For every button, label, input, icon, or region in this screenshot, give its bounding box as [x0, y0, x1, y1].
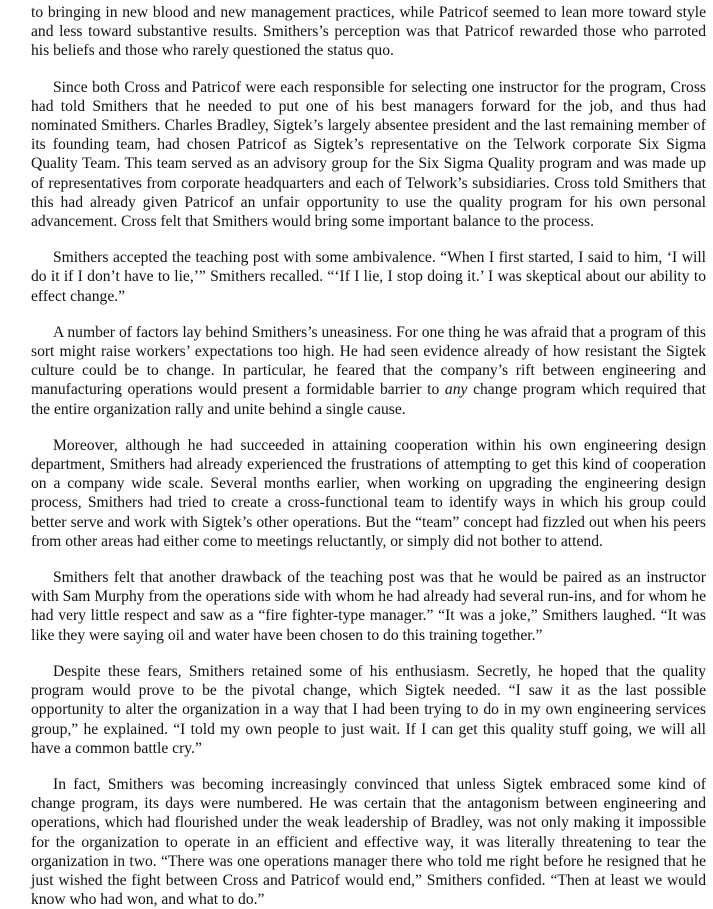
paragraph-enthusiasm: Despite these fears, Smithers retained some of his enthusiasm. Secretly, he hoped that the quality program would prove to be the pivotal change, which Sigtek needed. “I saw it as the last possible opportunity to alter the organization in a way that I had been trying to do in my own engineering services group,” he explained. “I told my own people to just wait. If I can get this quality stuff going, we will all have a common battle cry.”	[31, 662, 706, 757]
paragraph-continued: to bringing in new blood and new management practices, while Patricof seemed to lean more toward style and less toward substantive results. Smithers’s perception was that Patricof rewarded those who parroted his beliefs and those who rarely questioned the status quo.	[31, 4, 706, 60]
paragraph-cooperation: Moreover, although he had succeeded in attaining cooperation within his own engineering design department, Smithers had already experienced the frustrations of attempting to get this kind of cooperation on a company wide scale. Several months earlier, when working on upgrading the engineering design process, Smithers had tried to create a cross-functional team to identify ways in which his group could better serve and work with Sigtek’s other operations. But the “team” concept had fizzled out when his peers from other areas had either come to meetings reluctantly, or simply did not bother to attend.	[31, 436, 706, 550]
paragraph-instructor-selection: Since both Cross and Patricof were each responsible for selecting one instructor for the program, Cross had told Smithers that he needed to put one of his best managers forward for the job, and thus had nominated Smithers. Charles Bradley, Sigtek’s largely absentee president and the last remaining member of its founding team, had chosen Patricof as Sigtek’s representative on the Telwork corporate Six Sigma Quality Team. This team served as an advisory group for the Six Sigma Quality program and was made up of representatives from corporate headquarters and each of Telwork’s subsidiaries. Cross told Smithers that this had already given Patricof an unfair opportunity to use the quality program for his own personal advancement. Cross felt that Smithers would bring some important balance to the process.	[31, 78, 706, 231]
paragraph-change-program: In fact, Smithers was becoming increasingly convinced that unless Sigtek embraced some kind of change program, its days were numbered. He was certain that the antagonism between engineering and operations, which had flourished under the weak leadership of Bradley, was not only making it impossible for the organization to operate in an efficient and effective way, it was literally threatening to tear the organization in two. “There was one operations manager there who told me right before he resigned that he just wished the fight between Cross and Patricof would end,” Smithers confided. “Then at least we would know who had won, and what to do.”	[31, 775, 706, 909]
paragraph-ambivalence: Smithers accepted the teaching post with some ambivalence. “When I first started, I said to him, ‘I will do it if I don’t have to lie,’” Smithers recalled. “‘If I lie, I stop doing it.’ I was skeptical about our ability to effect change.”	[31, 249, 706, 305]
emphasized-word: any	[444, 381, 468, 399]
paragraph-text-segment: A number of factors lay behind Smithers’s uneasiness. For one thing he was afraid that a program of this sort might raise workers’ expectations too high. He had seen evidence already of how resistant the Sigtek culture could be to change. In particular, he feared that the company’s rift between engineering and manufacturing operations would present a formidable barrier to	[31, 323, 706, 399]
paragraph-drawback: Smithers felt that another drawback of the teaching post was that he would be paired as an instructor with Sam Murphy from the operations side with whom he had already had several run-ins, and for whom he had very little respect and saw as a “fire fighter-type manager.” “It was a joke,” Smithers laughed. “It was like they were saying oil and water have been chosen to do this training together.”	[31, 569, 706, 644]
paragraph-uneasiness	[31, 323, 706, 419]
paragraph-text-segment: change program which required that the entire organization rally and unite behind a single cause.	[31, 381, 706, 418]
